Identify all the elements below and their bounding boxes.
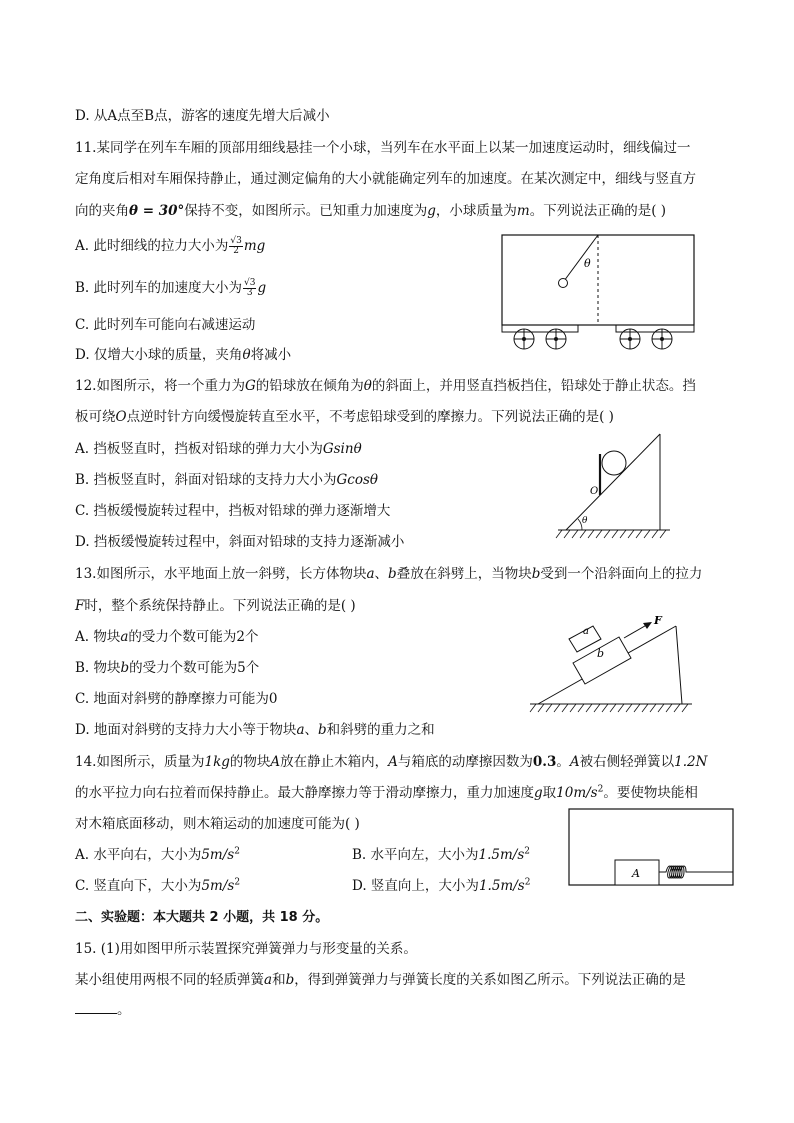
q13-a: a xyxy=(366,566,375,582)
q11-stem-line1: 11.某同学在列车车厢的顶部用细线悬挂一个小球，当列车在水平面上以某一加速度运动时，细线偏过一 xyxy=(75,140,691,156)
q12-incline-figure xyxy=(556,432,676,540)
q11-stem-line3 xyxy=(75,199,666,219)
q11-text: 向的夹角 xyxy=(75,203,129,219)
q14-option-a xyxy=(75,843,240,863)
q11-text: 保持不变，如图所示。已知重力加速度为 xyxy=(184,203,428,219)
q10-option-d: D. 从A点至B点，游客的速度先增大后减小 xyxy=(75,108,330,124)
q12-O: O xyxy=(115,409,127,425)
q15-line2 xyxy=(75,968,686,988)
q14-box-figure xyxy=(568,808,736,888)
q12-text: 的斜面上，并用竖直挡板挡住，铅球处于静止状态。挡 xyxy=(371,378,696,394)
q14-d-text: D. 竖直向上，大小为 xyxy=(352,878,479,894)
q12-option-a xyxy=(75,437,362,457)
q13-d-text: D. 地面对斜劈的支持力大小等于物块 xyxy=(75,722,297,738)
q14-a-text: A. 水平向右，大小为 xyxy=(75,847,202,863)
q13-text: 、 xyxy=(374,566,389,582)
q11-text: 。下列说法正确的是( ) xyxy=(529,203,667,219)
q11-g: g xyxy=(427,203,436,219)
q14-text: 取 xyxy=(542,785,557,801)
q14-text: 的水平拉力向右拉着而保持静止。最大静摩擦力等于滑动摩擦力，重力加速度 xyxy=(75,785,534,801)
q11-a-mg: mg xyxy=(243,238,266,254)
q13-a-text: A. 物块 xyxy=(75,629,121,645)
q11-a-num: √3 xyxy=(230,236,242,246)
q13-d-b: b xyxy=(318,722,327,738)
q14-stem-line1 xyxy=(75,750,707,770)
q14-mu: 0.3 xyxy=(532,754,557,770)
q15-line3 xyxy=(75,998,131,1018)
q11-option-b xyxy=(75,276,266,298)
q14-c-sup: 2 xyxy=(234,877,241,888)
q14-option-d xyxy=(352,874,530,894)
q11-b-text: B. 此时列车的加速度大小为 xyxy=(75,280,243,296)
q12-option-d: D. 挡板缓慢旋转过程中，斜面对铅球的支持力逐渐减小 xyxy=(75,534,405,550)
q12-G: G xyxy=(244,378,256,394)
q13-a-text: 的受力个数可能为2个 xyxy=(128,629,259,645)
q14-A: A xyxy=(569,754,580,770)
q12-a-expr: Gsinθ xyxy=(322,441,362,457)
q14-force: 1.2N xyxy=(674,754,708,770)
q14-b-value: 1.5m/s xyxy=(478,847,525,863)
q12-a-text: A. 挡板竖直时，挡板对铅球的弹力大小为 xyxy=(75,441,323,457)
q12-fig-O: O xyxy=(590,486,599,497)
q14-d-sup: 2 xyxy=(524,877,531,888)
q12-text: 点逆时针方向缓慢旋转直至水平，不考虑铅球受到的摩擦力。下列说法正确的是( ) xyxy=(126,409,614,425)
q11-a-fraction xyxy=(229,237,242,256)
q15-text: 某小组使用两根不同的轻质弹簧 xyxy=(75,972,264,988)
q11-theta-value: θ = 30° xyxy=(129,203,185,219)
q13-b: b xyxy=(388,566,397,582)
q12-text: 12.如图所示，将一个重力为 xyxy=(75,378,245,394)
q13-b-text: 的受力个数可能为5个 xyxy=(129,660,260,676)
q15-text: ，得到弹簧弹力与弹簧长度的关系如图乙所示。下列说法正确的是 xyxy=(294,972,686,988)
q12-b-text: B. 挡板竖直时，斜面对铅球的支持力大小为 xyxy=(75,472,337,488)
q12-option-c: C. 挡板缓慢旋转过程中，挡板对铅球的弹力逐渐增大 xyxy=(75,503,391,519)
q11-b-g: g xyxy=(257,280,267,296)
q11-option-d xyxy=(75,343,291,363)
q13-option-c: C. 地面对斜劈的静摩擦力可能为0 xyxy=(75,691,278,707)
q14-stem-line3: 对木箱底面移动，则木箱运动的加速度可能为( ) xyxy=(75,816,360,832)
q12-fig-theta: θ xyxy=(582,516,588,526)
q13-wedge-figure xyxy=(526,612,696,718)
q12-stem-line2 xyxy=(75,405,614,425)
q13-d-text: 和斜劈的重力之和 xyxy=(326,722,435,738)
q13-fig-b: b xyxy=(597,647,605,660)
q14-A: A xyxy=(270,754,281,770)
q11-m: m xyxy=(516,203,530,219)
q13-b: b xyxy=(531,566,541,582)
q15-text: 。 xyxy=(117,1002,131,1018)
q11-a-den: 2 xyxy=(233,246,239,256)
q11-fig-theta: θ xyxy=(584,257,591,270)
q11-d-theta: θ xyxy=(242,347,251,363)
q11-b-num: √3 xyxy=(244,278,256,288)
q14-a-sup: 2 xyxy=(234,846,240,857)
q13-fig-a: a xyxy=(583,626,589,637)
q14-text: 被右侧轻弹簧以 xyxy=(579,754,675,770)
q12-text: 板可绕 xyxy=(75,409,116,425)
q13-stem-line1 xyxy=(75,562,702,582)
q11-a-text: A. 此时细线的拉力大小为 xyxy=(75,238,229,254)
q15-a: a xyxy=(264,972,273,988)
q14-text: 。 xyxy=(556,754,570,770)
q14-text: 与箱底的动摩擦因数为 xyxy=(397,754,533,770)
q11-option-a xyxy=(75,234,265,256)
q13-d-text: 、 xyxy=(304,722,318,738)
q11-b-den: 3 xyxy=(246,288,253,298)
q15-line1: 15. (1)用如图甲所示装置探究弹簧弹力与形变量的关系。 xyxy=(75,941,417,957)
q11-train-figure xyxy=(500,233,696,353)
section-heading: 二、实验题：本大题共 2 小题，共 18 分。 xyxy=(75,910,329,925)
q14-c-value: 5m/s xyxy=(201,878,235,894)
q14-A: A xyxy=(388,754,398,770)
q12-text: 的铅球放在倾角为 xyxy=(255,378,364,394)
q14-a-value: 5m/s xyxy=(201,847,235,863)
q11-stem-line2: 定角度后相对车厢保持静止，通过测定偏角的大小就能确定列车的加速度。在某次测定中，细线与竖直方 xyxy=(75,171,696,187)
q13-d-a: a xyxy=(296,722,305,738)
q14-b-sup: 2 xyxy=(524,846,530,857)
q13-text: 叠放在斜劈上，当物块 xyxy=(396,566,532,582)
q13-stem-line2 xyxy=(75,594,356,614)
q14-stem-line2 xyxy=(75,781,698,801)
q14-c-text: C. 竖直向下，大小为 xyxy=(75,878,202,894)
q14-b-text: B. 水平向左，大小为 xyxy=(352,847,479,863)
q11-d-text: 将减小 xyxy=(250,347,292,363)
q15-answer-blank[interactable] xyxy=(75,1001,117,1014)
q14-text: 的物块 xyxy=(229,754,271,770)
q13-option-b xyxy=(75,656,259,676)
q15-b: b xyxy=(285,972,295,988)
q13-text: 受到一个沿斜面向上的拉力 xyxy=(540,566,703,582)
q11-text: ，小球质量为 xyxy=(435,203,517,219)
q11-option-c: C. 此时列车可能向右减速运动 xyxy=(75,317,256,333)
q13-F: F xyxy=(75,598,85,614)
q13-option-d xyxy=(75,718,435,738)
q11-d-text: D. 仅增大小球的质量，夹角 xyxy=(75,347,243,363)
q14-text: 放在静止木箱内， xyxy=(280,754,389,770)
q11-b-fraction xyxy=(243,279,256,298)
q13-fig-F: F xyxy=(654,614,662,627)
q14-fig-A: A xyxy=(632,867,640,880)
q13-a-var: a xyxy=(120,629,129,645)
q14-mass: 1kg xyxy=(204,754,230,770)
q14-option-b xyxy=(352,843,530,863)
q15-text: 和 xyxy=(272,972,286,988)
q14-g-value: 10m/s xyxy=(556,785,598,801)
q14-d-value: 1.5m/s xyxy=(478,878,525,894)
q12-b-expr: Gcosθ xyxy=(336,472,379,488)
q12-option-b xyxy=(75,468,378,488)
q13-b-text: B. 物块 xyxy=(75,660,121,676)
q14-g: g xyxy=(534,785,543,801)
q13-option-a xyxy=(75,625,259,645)
q13-text: 时，整个系统保持静止。下列说法正确的是( ) xyxy=(84,598,356,614)
q12-stem-line1 xyxy=(75,374,696,394)
q14-text: 。要使物块能相 xyxy=(603,785,698,801)
q14-text: 14.如图所示，质量为 xyxy=(75,754,205,770)
q12-theta: θ xyxy=(363,378,372,394)
q14-sup: 2 xyxy=(597,784,604,795)
q13-text: 13.如图所示，水平地面上放一斜劈，长方体物块 xyxy=(75,566,367,582)
q13-b-var: b xyxy=(120,660,130,676)
q14-option-c xyxy=(75,874,240,894)
